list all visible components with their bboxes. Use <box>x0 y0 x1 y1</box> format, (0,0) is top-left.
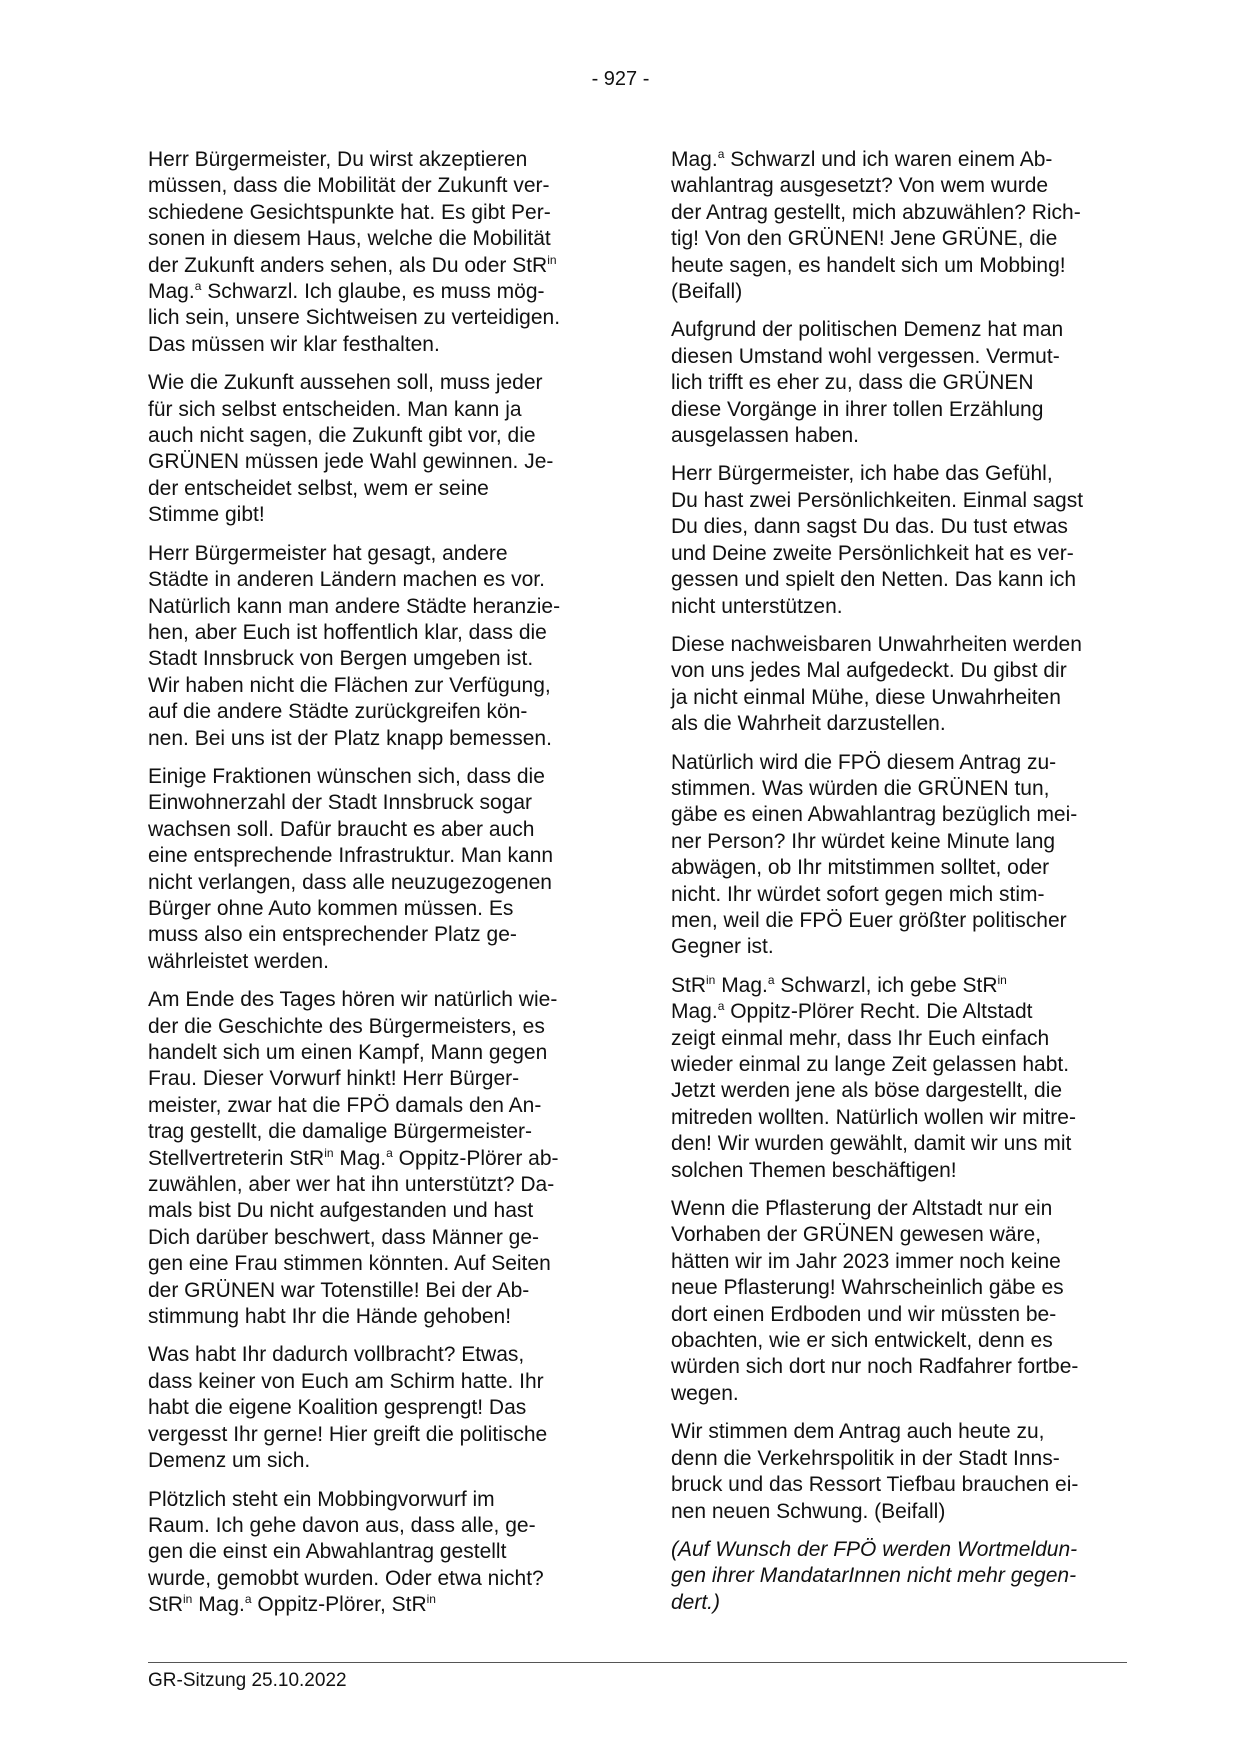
text-line: gen ihrer MandatarInnen nicht mehr gegen- <box>671 1564 1077 1588</box>
text-line: zeigt einmal mehr, dass Ihr Euch einfach <box>671 1026 1050 1050</box>
text-line: Aufgrund der politischen Demenz hat man <box>671 318 1064 342</box>
page-number: - 927 - <box>591 68 650 90</box>
text-line: würden sich dort nur noch Radfahrer fortbe- <box>671 1355 1079 1379</box>
text-line: hen, aber Euch ist hoffentlich klar, dass die <box>148 620 547 644</box>
text-line: den! Wir wurden gewählt, damit wir uns mit <box>671 1132 1072 1156</box>
text-line: Du hast zwei Persönlichkeiten. Einmal sagst <box>671 488 1084 512</box>
text-line: Demenz um sich. <box>148 1449 311 1473</box>
text-line: Gegner ist. <box>671 935 774 959</box>
superscript: in <box>183 1592 193 1607</box>
text-line: vergesst Ihr gerne! Hier greift die politische <box>148 1422 548 1446</box>
text-line: Das müssen wir klar festhalten. <box>148 332 440 356</box>
superscript: a <box>194 279 202 294</box>
text-line: muss also ein entsprechender Platz ge- <box>148 923 517 947</box>
superscript: in <box>706 972 716 987</box>
text-line: der Antrag gestellt, mich abzuwählen? Rich- <box>671 200 1081 224</box>
text-line: obachten, wie er sich entwickelt, denn es <box>671 1329 1053 1353</box>
text-line: Einige Fraktionen wünschen sich, dass die <box>148 764 545 788</box>
superscript: in <box>997 972 1007 987</box>
left-column <box>148 147 600 1631</box>
text-line: stimmen. Was würden die GRÜNEN tun, <box>671 776 1050 800</box>
right-column <box>671 147 1127 1628</box>
text-line: Dich darüber beschwert, dass Männer ge- <box>148 1225 540 1249</box>
text-line: gäbe es einen Abwahlantrag bezüglich mei- <box>671 803 1078 827</box>
text-line: eine entsprechende Infrastruktur. Man kann <box>148 844 554 868</box>
right-paragraph-4 <box>671 632 1127 738</box>
superscript: a <box>717 999 725 1014</box>
text-line: Wie die Zukunft aussehen soll, muss jeder <box>148 371 543 395</box>
text-line: mals bist Du nicht aufgestanden und hast <box>148 1199 534 1223</box>
text-line: heute sagen, es handelt sich um Mobbing! <box>671 253 1066 277</box>
text-line: Stadt Innsbruck von Bergen umgeben ist. <box>148 647 534 671</box>
text-line: Natürlich kann man andere Städte heranzie- <box>148 594 561 618</box>
text-line: Natürlich wird die FPÖ diesem Antrag zu- <box>671 750 1057 774</box>
text-line: zuwählen, aber wer hat ihn unterstützt? Da- <box>148 1173 555 1197</box>
text-line: wieder einmal zu lange Zeit gelassen habt. <box>671 1053 1070 1076</box>
left-paragraph-1 <box>148 147 600 358</box>
text-line: auch nicht sagen, die Zukunft gibt vor, die <box>148 424 536 448</box>
text-line: diese Vorgänge in ihrer tollen Erzählung <box>671 397 1044 421</box>
text-line: dert.) <box>671 1590 721 1614</box>
text-line: Frau. Dieser Vorwurf hinkt! Herr Bürger- <box>148 1067 520 1091</box>
right-paragraph-1 <box>671 147 1127 305</box>
text-line: wachsen soll. Dafür braucht es aber auch <box>148 817 535 841</box>
text-line: Am Ende des Tages hören wir natürlich wie- <box>148 988 558 1012</box>
text-line: trag gestellt, die damalige Bürgermeister- <box>148 1120 533 1144</box>
text-line: abwägen, ob Ihr mitstimmen solltet, oder <box>671 856 1050 880</box>
text-line: müssen, dass die Mobilität der Zukunft ver- <box>148 174 550 198</box>
text-line: Herr Bürgermeister, ich habe das Gefühl, <box>671 462 1053 486</box>
text-line: wahlantrag ausgesetzt? Von wem wurde <box>671 174 1049 198</box>
text-line: denn die Verkehrspolitik in der Stadt Inns- <box>671 1446 1060 1470</box>
text-line: men, weil die FPÖ Euer größter politischer <box>671 908 1067 932</box>
text-line: nicht verlangen, dass alle neuzugezogenen <box>148 870 552 894</box>
right-paragraph-5 <box>671 750 1127 961</box>
text-line: Bürger ohne Auto kommen müssen. Es <box>148 896 514 920</box>
text-line: Mag.$^a$ Schwarzl und ich waren einem Ab- <box>671 147 1053 171</box>
text-line: Mag.$^a$ Oppitz-Plörer Recht. Die Altstadt <box>671 999 1033 1024</box>
text-line: der Zukunft anders sehen, als Du oder StR$^{in}$ <box>148 252 557 277</box>
text-line: hätten wir im Jahr 2023 immer noch keine <box>671 1249 1061 1273</box>
text-line: bruck und das Ressort Tiefbau brauchen ei- <box>671 1473 1079 1497</box>
text-line: Städte in anderen Ländern machen es vor. <box>148 568 545 592</box>
left-paragraph-5 <box>148 987 600 1330</box>
text-line: wurde, gemobbt wurden. Oder etwa nicht? <box>148 1566 544 1590</box>
text-line: Plötzlich steht ein Mobbingvorwurf im <box>148 1487 495 1511</box>
text-line: der GRÜNEN war Totenstille! Bei der Ab- <box>148 1278 530 1302</box>
left-paragraph-3 <box>148 541 600 752</box>
text-line: tig! Von den GRÜNEN! Jene GRÜNE, die <box>671 227 1058 251</box>
text-line: Was habt Ihr dadurch vollbracht? Etwas, <box>148 1343 525 1367</box>
text-line: nicht. Ihr würdet sofort gegen mich stim- <box>671 882 1045 906</box>
text-line: lich sein, unsere Sichtweisen zu verteidigen. <box>148 306 561 330</box>
text-line: auf die andere Städte zurückgreifen kön- <box>148 700 528 724</box>
right-paragraph-9 <box>671 1537 1127 1616</box>
text-line: diesen Umstand wohl vergessen. Vermut- <box>671 344 1060 368</box>
text-line: dass keiner von Euch am Schirm hatte. Ihr <box>148 1369 544 1393</box>
text-line: der entscheidet selbst, wem er seine <box>148 476 489 500</box>
text-line: Mag.$^a$ Schwarzl. Ich glaube, es muss mög- <box>148 279 545 304</box>
text-line: Diese nachweisbaren Unwahrheiten werden <box>671 632 1082 656</box>
text-line: als die Wahrheit darzustellen. <box>671 712 946 736</box>
text-line: handelt sich um einen Kampf, Mann gegen <box>148 1041 548 1064</box>
text-line: ausgelassen haben. <box>671 424 859 448</box>
text-line: dort einen Erdboden und wir müssten be- <box>671 1302 1057 1326</box>
right-paragraph-6 <box>671 973 1127 1184</box>
text-line: Jetzt werden jene als böse dargestellt, die <box>671 1079 1063 1103</box>
text-line: habt die eigene Koalition gesprengt! Das <box>148 1396 527 1420</box>
text-line: Herr Bürgermeister, Du wirst akzeptieren <box>148 148 528 171</box>
superscript: a <box>717 147 725 161</box>
superscript: a <box>386 1145 393 1160</box>
superscript: a <box>767 972 775 987</box>
text-line: ner Person? Ihr würdet keine Minute lang <box>671 829 1056 853</box>
text-line: wegen. <box>671 1381 739 1405</box>
text-line: nen neuen Schwung. (Beifall) <box>671 1499 946 1523</box>
text-line: GRÜNEN müssen jede Wahl gewinnen. Je- <box>148 450 554 474</box>
left-paragraph-7 <box>148 1487 600 1619</box>
superscript: in <box>547 252 557 267</box>
text-line: Stellvertreterin StR$^{in}$ Mag.$^a$ Oppitz-Plörer ab- <box>148 1145 559 1170</box>
text-line: mitreden wollten. Natürlich wollen wir mitre- <box>671 1105 1076 1129</box>
text-line: und Deine zweite Persönlichkeit hat es ver- <box>671 541 1074 565</box>
text-line: der die Geschichte des Bürgermeisters, es <box>148 1014 545 1038</box>
text-line: gessen und spielt den Netten. Das kann ich <box>671 568 1077 592</box>
left-paragraph-2 <box>148 370 600 528</box>
text-line: stimmung habt Ihr die Hände gehoben! <box>148 1305 512 1329</box>
text-line: für sich selbst entscheiden. Man kann ja <box>148 397 522 421</box>
text-line: Stimme gibt! <box>148 503 265 527</box>
text-line: StR$^{in}$ Mag.$^a$ Oppitz-Plörer, StR$^{in}$ <box>148 1592 436 1617</box>
right-paragraph-8 <box>671 1419 1127 1525</box>
text-line: gen die einst ein Abwahlantrag gestellt <box>148 1540 507 1564</box>
text-line: Du dies, dann sagst Du das. Du tust etwas <box>671 515 1068 539</box>
text-line: Wir stimmen dem Antrag auch heute zu, <box>671 1420 1045 1444</box>
text-line: Einwohnerzahl der Stadt Innsbruck sogar <box>148 791 533 815</box>
text-line: (Auf Wunsch der FPÖ werden Wortmeldun- <box>671 1537 1078 1561</box>
text-line: schiedene Gesichtspunkte hat. Es gibt Per- <box>148 200 551 224</box>
text-line: nen. Bei uns ist der Platz knapp bemessen. <box>148 726 552 750</box>
text-line: währleistet werden. <box>148 949 329 973</box>
text-line: nicht unterstützen. <box>671 594 843 618</box>
text-line: Wir haben nicht die Flächen zur Verfügung, <box>148 673 551 697</box>
superscript: in <box>426 1592 436 1607</box>
text-line: ja nicht einmal Mühe, diese Unwahrheiten <box>671 685 1061 709</box>
text-line: Raum. Ich gehe davon aus, dass alle, ge- <box>148 1513 536 1537</box>
right-paragraph-7 <box>671 1196 1127 1407</box>
text-line: (Beifall) <box>671 280 743 304</box>
right-paragraph-2 <box>671 317 1127 449</box>
text-line: StR$^{in}$ Mag.$^a$ Schwarzl, ich gebe StR$^{in}$ <box>671 972 1007 997</box>
left-paragraph-6 <box>148 1342 600 1474</box>
text-line: Vorhaben der GRÜNEN gewesen wäre, <box>671 1223 1042 1247</box>
text-line: von uns jedes Mal aufgedeckt. Du gibst dir <box>671 659 1067 683</box>
text-line: neue Pflasterung! Wahrscheinlich gäbe es <box>671 1276 1064 1300</box>
footer-divider <box>148 1662 1127 1663</box>
superscript: in <box>324 1145 334 1160</box>
text-line: lich trifft es eher zu, dass die GRÜNEN <box>671 371 1034 395</box>
left-paragraph-4 <box>148 764 600 975</box>
right-paragraph-3 <box>671 461 1127 619</box>
text-line: solchen Themen beschäftigen! <box>671 1158 957 1182</box>
text-line: gen eine Frau stimmen könnten. Auf Seiten <box>148 1252 551 1276</box>
text-line: Herr Bürgermeister hat gesagt, andere <box>148 541 508 565</box>
text-line: meister, zwar hat die FPÖ damals den An- <box>148 1093 542 1117</box>
superscript: a <box>244 1592 252 1607</box>
text-line: sonen in diesem Haus, welche die Mobilität <box>148 227 551 251</box>
text-line: Wenn die Pflasterung der Altstadt nur ein <box>671 1197 1053 1221</box>
footer-session-date: GR-Sitzung 25.10.2022 <box>148 1670 347 1691</box>
